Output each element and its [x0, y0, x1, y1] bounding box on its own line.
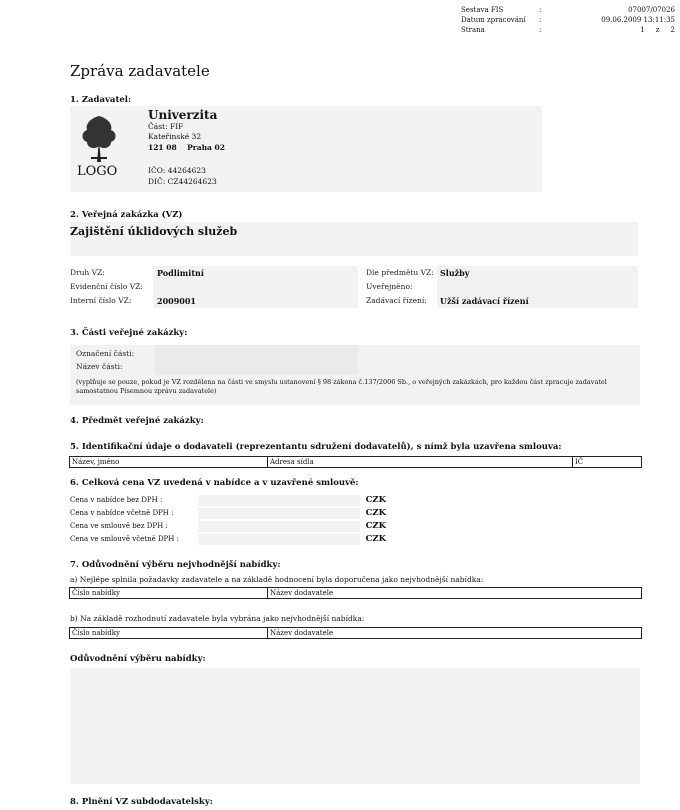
s7-a-text: a) Nejlépe splnila požadavky zadavatele a na základě hodnocení byla doporučena jako nejvhodnější nabídka: — [70, 575, 484, 584]
meta-sep: : — [539, 16, 542, 24]
price-currency: CZK — [365, 495, 386, 505]
s7-b-text: b) Na základě rozhodnutí zadavatele byla vybrána jako nejvhodnější nabídka: — [70, 614, 365, 623]
meta-key: Sestava FIS — [461, 6, 504, 14]
druh-label: Druh VZ: — [70, 268, 105, 277]
vz-name: Zajištění úklidových služeb — [70, 225, 238, 238]
price-label: Cena v nabídce včetně DPH : — [70, 509, 174, 517]
predmet-value: Služby — [440, 268, 470, 278]
col-cislo: Číslo nabídky — [70, 588, 268, 598]
section-1-box — [70, 106, 542, 192]
org-ico: IČO: 44264623 — [148, 166, 206, 175]
meta-value: 07007/07026 — [628, 6, 675, 14]
supplier-table — [69, 456, 642, 468]
cast-value-box — [155, 345, 358, 375]
uverejneno-label: Uveřejněno: — [366, 282, 413, 291]
page-title: Zpráva zadavatele — [70, 62, 210, 80]
tree-icon — [77, 112, 121, 162]
druh-value: Podlimitní — [157, 268, 204, 278]
meta-row-strana — [461, 25, 675, 35]
price-value — [198, 534, 360, 545]
interni-label: Interní číslo VZ: — [70, 296, 132, 305]
section-6-heading: 6. Celková cena VZ uvedená v nabídce a v uzavřené smlouvě: — [70, 478, 359, 488]
price-label: Cena v nabídce bez DPH : — [70, 496, 163, 504]
col-adresa: Adresa sídla — [268, 457, 573, 467]
meta-value: 09.06.2009 13:11:35 — [601, 16, 675, 24]
nazev-cast-label: Název části: — [76, 362, 123, 371]
col-nazev: Název, jméno — [70, 457, 268, 467]
offer-table-a — [69, 587, 642, 599]
meta-sep: : — [539, 6, 542, 14]
section-4-heading: 4. Předmět veřejné zakázky: — [70, 416, 204, 426]
org-city: 121 08 Praha 02 — [148, 143, 225, 152]
oznaceni-label: Označení části: — [76, 349, 135, 358]
interni-value: 2009001 — [157, 296, 196, 306]
col-ic: IČ — [575, 458, 584, 466]
section-8-heading: 8. Plnění VZ subdodavatelsky: — [70, 797, 213, 807]
price-value — [198, 508, 360, 519]
logo-text: LOGO — [77, 164, 118, 179]
section-3-heading: 3. Části veřejné zakázky: — [70, 328, 188, 338]
odu-box — [70, 668, 640, 784]
meta-value: 1 z 2 — [640, 26, 675, 34]
meta-key: Strana — [461, 26, 485, 34]
cast-note: (vyplňuje se pouze, pokud je VZ rozdělena na části ve smyslu ustanovení § 98 zákona č.137/2006 Sb., o veřejných zakázkách, pro každou část zpracuje zadavatel samostatnou Písemnou zprávu zadavatele) — [76, 378, 607, 395]
offer-table-b — [69, 627, 642, 639]
price-row — [70, 508, 400, 519]
predmet-label: Dle předmětu VZ: — [366, 268, 434, 277]
org-street: Kateřinské 32 — [148, 132, 202, 141]
price-label: Cena ve smlouvě včetně DPH : — [70, 535, 179, 543]
meta-row-sestava — [461, 5, 675, 15]
price-currency: CZK — [365, 521, 386, 531]
price-label: Cena ve smlouvě bez DPH : — [70, 522, 168, 530]
col-dodavatel: Název dodavatele — [270, 629, 334, 637]
price-currency: CZK — [365, 508, 386, 518]
report-meta — [461, 5, 675, 35]
org-name: Univerzita — [148, 108, 218, 122]
rizeni-label: Zadávací řízení: — [366, 296, 427, 305]
section-2-heading: 2. Veřejná zakázka (VZ) — [70, 210, 183, 220]
section-5-heading: 5. Identifikační údaje o dodavateli (reprezentantu sdružení dodavatelů), s nímž byla uzavřena smlouva: — [70, 442, 562, 452]
price-row — [70, 534, 400, 545]
price-value — [198, 521, 360, 532]
meta-sep: : — [539, 26, 542, 34]
meta-row-datum — [461, 15, 675, 25]
price-row — [70, 521, 400, 532]
price-currency: CZK — [365, 534, 386, 544]
price-row — [70, 495, 400, 506]
col-cislo: Číslo nabídky — [70, 628, 268, 638]
org-part: Část: FIF — [148, 122, 184, 131]
section-7-heading: 7. Odůvodnění výběru nejvhodnější nabídky: — [70, 560, 281, 570]
org-dic: DIČ: CZ44264623 — [148, 177, 217, 186]
odu-heading: Odůvodnění výběru nabídky: — [70, 654, 206, 664]
section-1-heading: 1. Zadavatel: — [70, 95, 132, 105]
rizeni-value: Užší zadávací řízení — [440, 296, 529, 306]
evid-label: Evidenční číslo VZ: — [70, 282, 143, 291]
price-value — [198, 495, 360, 506]
meta-key: Datum zpracování — [461, 16, 526, 24]
col-dodavatel: Název dodavatele — [270, 589, 334, 597]
